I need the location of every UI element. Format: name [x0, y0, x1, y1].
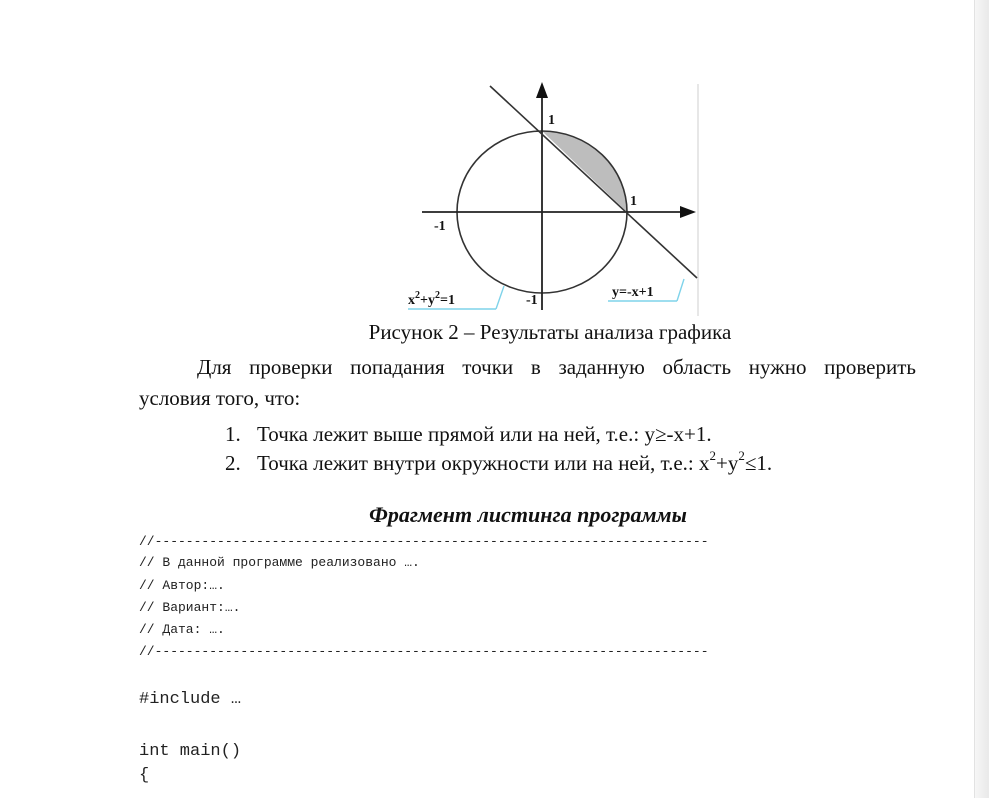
tick-label-x-right: 1	[630, 194, 637, 209]
code-open-brace: {	[139, 766, 150, 785]
y-axis-arrow	[536, 82, 548, 98]
code-comment-author: // Автор:….	[139, 578, 225, 593]
tick-label-y-bottom: -1	[526, 293, 538, 308]
circle-label-pointer	[496, 286, 504, 309]
condition-number-2: 2.	[225, 451, 241, 475]
condition-item-2	[225, 449, 772, 478]
code-main-signature: int main()	[139, 742, 242, 761]
page-edge	[974, 0, 989, 798]
shaded-region	[542, 131, 627, 212]
circle-equation-label: $x^2+y^2=1$	[408, 290, 455, 308]
condition-text-2-end: ≤1.	[744, 451, 773, 475]
x-axis-arrow	[680, 206, 696, 218]
figure-graph	[400, 78, 705, 318]
line-graph	[490, 86, 697, 278]
condition-text-2-start: Точка лежит внутри окружности или на ней, т.е.: x	[257, 451, 710, 475]
condition-exp-2: 2	[738, 448, 745, 463]
code-comment-date: // Дата: ….	[139, 622, 225, 637]
figure-caption: Рисунок 2 – Результаты анализа графика	[368, 320, 732, 344]
condition-number-1: 1.	[225, 422, 241, 446]
code-comment-description: // В данной программе реализовано ….	[139, 555, 420, 570]
tick-label-y-top: 1	[548, 113, 555, 128]
line-label-pointer	[677, 279, 684, 301]
paragraph-line-2: условия того, что:	[139, 386, 301, 410]
code-include: #include …	[139, 690, 242, 709]
condition-item-1	[225, 420, 712, 449]
paragraph-line-1: Для проверки попадания точки в заданную область нужно проверить	[197, 355, 916, 379]
graph-svg	[400, 78, 705, 318]
code-separator-bottom: //-----------------------------------------------------------------------	[139, 644, 709, 659]
condition-text-2-mid: +y	[716, 451, 739, 475]
code-separator-top: //-----------------------------------------------------------------------	[139, 534, 709, 549]
listing-title: Фрагмент листинга программы	[369, 502, 687, 527]
tick-label-x-left: -1	[434, 219, 446, 234]
condition-exp-1: 2	[709, 448, 716, 463]
condition-text-1: Точка лежит выше прямой или на ней, т.е.: y≥-x+1.	[257, 422, 712, 446]
code-comment-variant: // Вариант:….	[139, 600, 241, 615]
line-equation-label: y=-x+1	[612, 285, 654, 300]
